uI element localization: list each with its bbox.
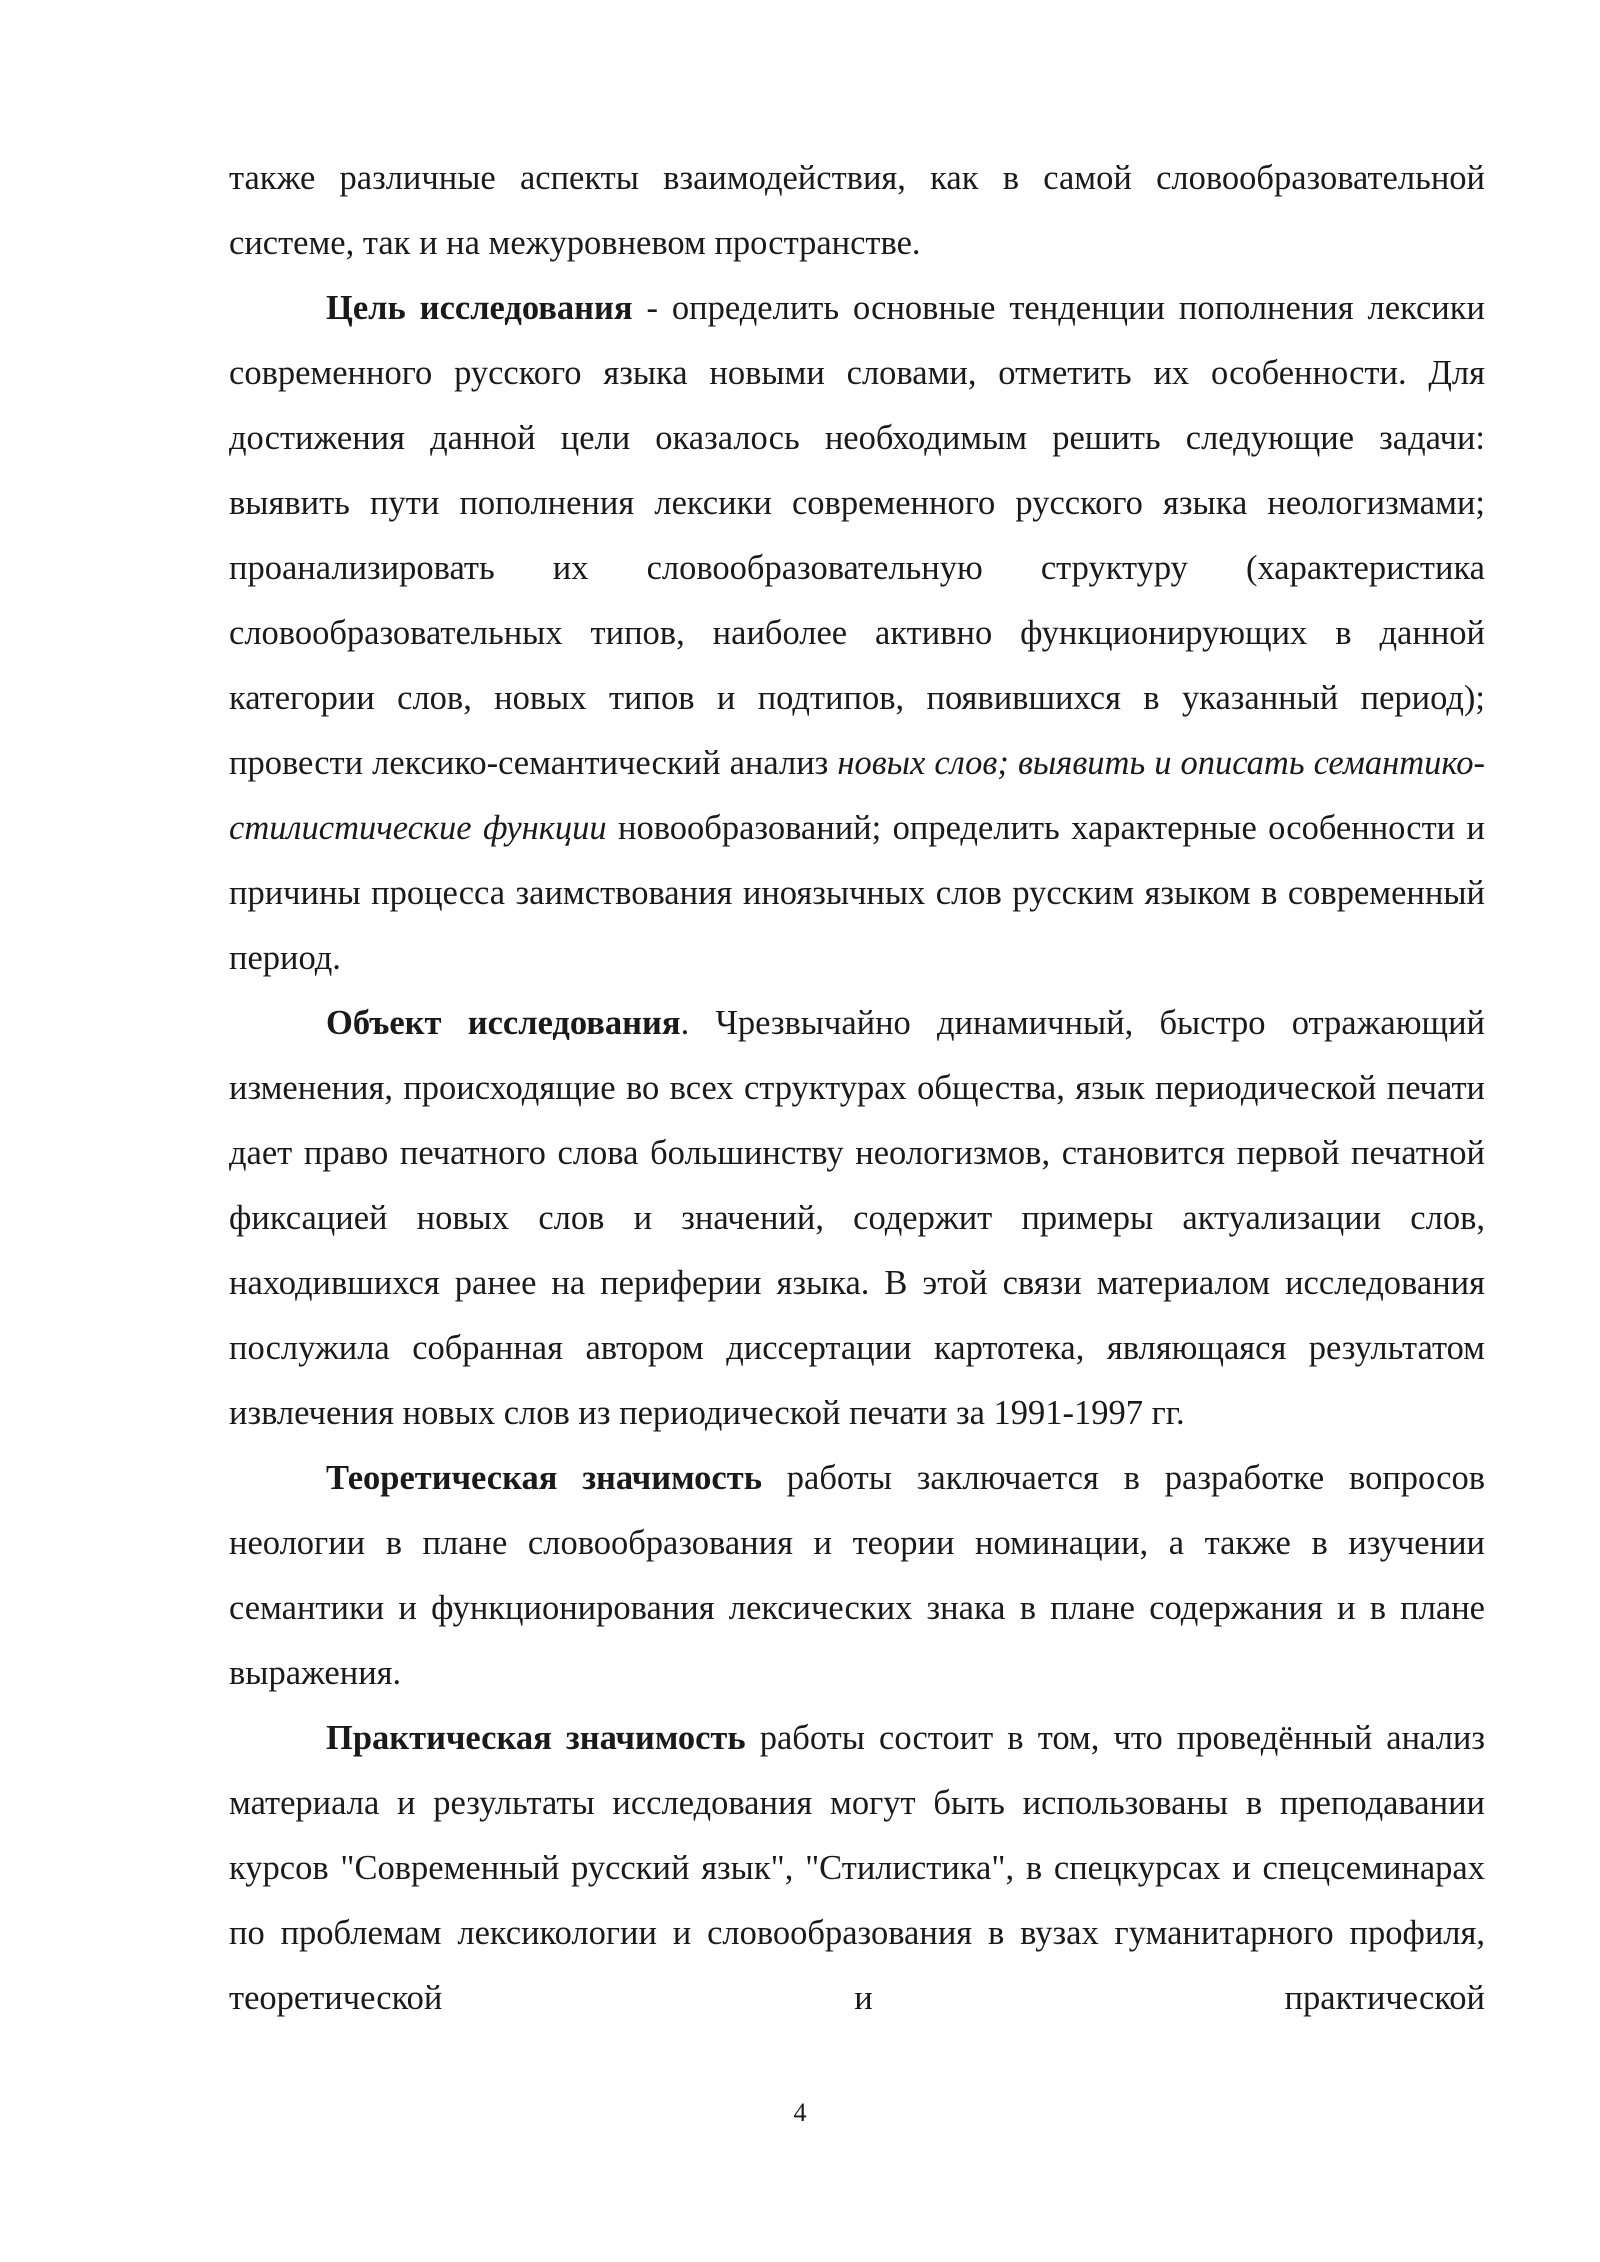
paragraph-text: - определить основные тенденции пополнения лексики современного русского языка новыми словами, отметить их особенности. Для достижения данной цели оказалось необходимым решить следующие задачи: выявить пути пополнения лексики современного русского языка неологизмами; проанализировать их словообразовательную структуру (характеристика словообразовательных типов, наиболее активно функционирующих в данной категории слов, новых типов и подтипов, появившихся в указанный период); провести лексико-семантический анализ (229, 289, 1485, 782)
paragraph-research-object (229, 991, 1485, 1446)
paragraph-text: работы состоит в том, что проведённый анализ материала и результаты исследования могут быть использованы в преподавании курсов "Современный русский язык", "Стилистика", в спецкурсах и спецсеминарах по проблемам лексикологии и словообразования в вузах гуманитарного профиля, теоретической и практической (229, 1719, 1485, 2017)
text-body (229, 146, 1485, 2031)
paragraph-practical-significance (229, 1706, 1485, 2031)
paragraph-intro-continuation (229, 146, 1485, 276)
paragraph-text: работы заключается в разработке вопросов неологии в плане словообразования и теории номинации, а также в изучении семантики и функционирования лексических знака в плане содержания и в плане выражения. (229, 1459, 1485, 1692)
page-number: 4 (793, 2098, 807, 2127)
paragraph-text: новообразований; определить характерные особенности и причины процесса заимствования иноязычных слов русским языком в современный период. (229, 809, 1485, 977)
practical-significance-heading: Практическая значимость (326, 1719, 746, 1757)
research-goal-heading: Цель исследования (326, 289, 633, 327)
paragraph-text: также различные аспекты взаимодействия, как в самой словообразовательной системе, так и на межуровневом пространстве. (229, 159, 1485, 262)
research-object-heading: Объект исследования (326, 1004, 681, 1042)
paragraph-theoretical-significance (229, 1446, 1485, 1706)
italic-phrase: новых слов; выявить и описать семантико-стилистические функции (229, 744, 1485, 847)
paragraph-text: . Чрезвычайно динамичный, быстро отражающий изменения, происходящие во всех структурах общества, язык периодической печати дает право печатного слова большинству неологизмов, становится первой печатной фиксацией новых слов и значений, содержит примеры актуализации слов, находившихся ранее на периферии языка. В этой связи материалом исследования послужила собранная автором диссертации картотека, являющаяся результатом извлечения новых слов из периодической печати за 1991-1997 гг. (229, 1004, 1486, 1432)
theoretical-significance-heading: Теоретическая значимость (326, 1459, 762, 1497)
paragraph-research-goal (229, 276, 1485, 991)
